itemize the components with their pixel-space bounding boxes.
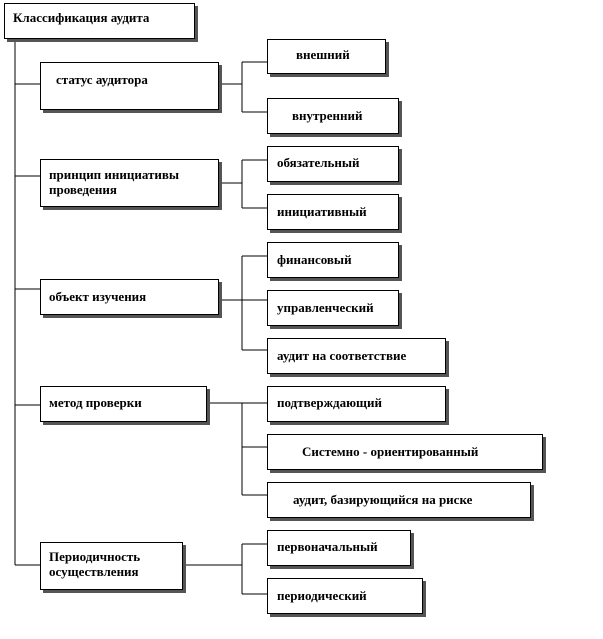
leaf-node (267, 386, 446, 422)
root-node (4, 3, 195, 39)
leaf-node (267, 98, 399, 134)
leaf-node (267, 39, 386, 74)
leaf-node (267, 338, 446, 374)
root-label: Классификация аудита (13, 10, 150, 25)
leaf-node (267, 530, 411, 566)
category-node (40, 159, 219, 207)
category-label: объект изучения (49, 289, 147, 304)
category-label: принцип инициативы проведения (49, 167, 180, 197)
category-node (40, 279, 219, 315)
leaf-label: внутренний (292, 108, 363, 123)
leaf-node (267, 578, 423, 614)
category-node (40, 386, 207, 422)
leaf-label: обязательный (277, 155, 360, 170)
leaf-label: аудит, базирующийся на риске (293, 492, 473, 507)
leaf-label: подтверждающий (277, 395, 382, 410)
category-node (40, 62, 219, 110)
leaf-label: Системно - ориентированный (302, 444, 479, 459)
leaf-label: периодический (277, 588, 367, 603)
category-node (40, 542, 183, 590)
leaf-node (267, 242, 399, 278)
leaf-node (267, 146, 399, 182)
leaf-node (267, 194, 399, 230)
leaf-node (267, 290, 399, 326)
leaf-label: финансовый (277, 252, 352, 267)
category-label: Периодичность осуществления (49, 549, 141, 579)
category-label: метод проверки (49, 395, 142, 410)
leaf-node (267, 434, 543, 470)
leaf-label: внешний (296, 47, 350, 62)
leaf-label: управленческий (277, 300, 374, 315)
leaf-node (267, 482, 531, 518)
category-label: статус аудитора (56, 72, 148, 87)
leaf-label: первоначальный (277, 539, 378, 554)
leaf-label: аудит на соответствие (277, 348, 407, 363)
leaf-label: инициативный (277, 204, 367, 219)
